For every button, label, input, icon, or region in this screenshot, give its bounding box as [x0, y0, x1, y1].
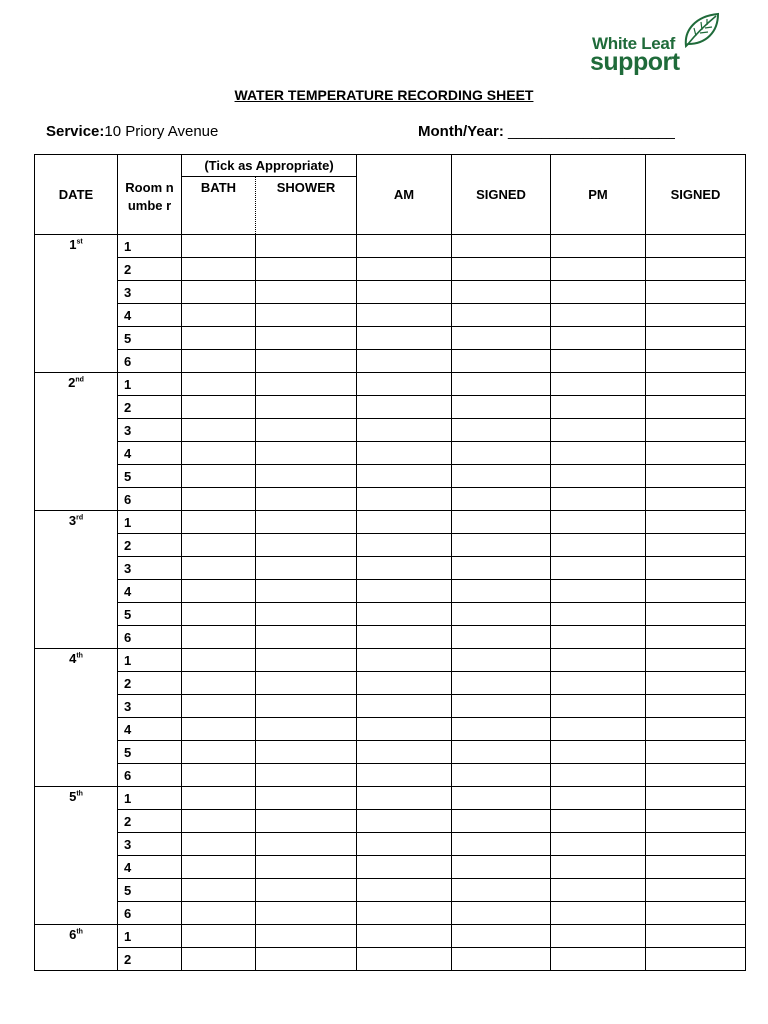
signed-am-cell[interactable]	[452, 603, 551, 626]
signed-pm-cell[interactable]	[646, 649, 746, 672]
pm-cell[interactable]	[551, 695, 646, 718]
signed-am-cell[interactable]	[452, 419, 551, 442]
bath-cell[interactable]	[182, 695, 256, 718]
pm-cell[interactable]	[551, 281, 646, 304]
date-day: 3	[68, 513, 77, 528]
pm-cell[interactable]	[551, 856, 646, 879]
bath-cell[interactable]	[182, 810, 256, 833]
room-number: 1	[118, 373, 182, 396]
shower-cell[interactable]	[256, 281, 357, 304]
room-number: 6	[118, 350, 182, 373]
table-row	[35, 925, 746, 948]
table-row	[35, 948, 746, 971]
room-number: 2	[118, 810, 182, 833]
date-suffix: st	[76, 238, 83, 246]
room-number: 1	[118, 649, 182, 672]
header-bath: BATH	[182, 177, 256, 235]
am-cell[interactable]	[357, 649, 452, 672]
shower-cell[interactable]	[256, 810, 357, 833]
signed-am-cell[interactable]	[452, 695, 551, 718]
signed-am-cell[interactable]	[452, 856, 551, 879]
signed-pm-cell[interactable]	[646, 235, 746, 258]
am-cell[interactable]	[357, 373, 452, 396]
table-row	[35, 603, 746, 626]
table-row	[35, 672, 746, 695]
am-cell[interactable]	[357, 879, 452, 902]
shower-cell[interactable]	[256, 626, 357, 649]
signed-pm-cell[interactable]	[646, 764, 746, 787]
table-row	[35, 373, 746, 396]
shower-cell[interactable]	[256, 672, 357, 695]
pm-cell[interactable]	[551, 488, 646, 511]
shower-cell[interactable]	[256, 465, 357, 488]
date-suffix: th	[76, 790, 83, 798]
signed-am-cell[interactable]	[452, 235, 551, 258]
shower-cell[interactable]	[256, 442, 357, 465]
shower-cell[interactable]	[256, 902, 357, 925]
pm-cell[interactable]	[551, 534, 646, 557]
signed-pm-cell[interactable]	[646, 281, 746, 304]
shower-cell[interactable]	[256, 235, 357, 258]
service-label: Service:	[46, 123, 105, 140]
signed-pm-cell[interactable]	[646, 856, 746, 879]
shower-cell[interactable]	[256, 511, 357, 534]
am-cell[interactable]	[357, 718, 452, 741]
bath-cell[interactable]	[182, 304, 256, 327]
signed-am-cell[interactable]	[452, 258, 551, 281]
pm-cell[interactable]	[551, 511, 646, 534]
room-number: 4	[118, 442, 182, 465]
room-number: 4	[118, 580, 182, 603]
signed-am-cell[interactable]	[452, 879, 551, 902]
date-cell	[35, 649, 118, 787]
signed-pm-cell[interactable]	[646, 327, 746, 350]
pm-cell[interactable]	[551, 672, 646, 695]
signed-am-cell[interactable]	[452, 810, 551, 833]
am-cell[interactable]	[357, 902, 452, 925]
table-row	[35, 304, 746, 327]
room-number: 6	[118, 488, 182, 511]
table-row	[35, 718, 746, 741]
room-number: 1	[118, 787, 182, 810]
signed-am-cell[interactable]	[452, 672, 551, 695]
bath-cell[interactable]	[182, 718, 256, 741]
signed-pm-cell[interactable]	[646, 442, 746, 465]
pm-cell[interactable]	[551, 235, 646, 258]
am-cell[interactable]	[357, 603, 452, 626]
bath-cell[interactable]	[182, 925, 256, 948]
table-row	[35, 810, 746, 833]
date-day: 5	[69, 789, 77, 804]
signed-pm-cell[interactable]	[646, 672, 746, 695]
table-row	[35, 741, 746, 764]
table-row	[35, 695, 746, 718]
table-row	[35, 235, 746, 258]
bath-cell[interactable]	[182, 534, 256, 557]
recording-table	[34, 154, 746, 971]
am-cell[interactable]	[357, 419, 452, 442]
bath-cell[interactable]	[182, 833, 256, 856]
signed-pm-cell[interactable]	[646, 465, 746, 488]
logo-line-2: support	[590, 48, 680, 76]
am-cell[interactable]	[357, 672, 452, 695]
pm-cell[interactable]	[551, 764, 646, 787]
pm-cell[interactable]	[551, 902, 646, 925]
bath-cell[interactable]	[182, 764, 256, 787]
table-row	[35, 281, 746, 304]
bath-cell[interactable]	[182, 488, 256, 511]
bath-cell[interactable]	[182, 902, 256, 925]
signed-am-cell[interactable]	[452, 741, 551, 764]
date-cell	[35, 787, 118, 925]
signed-am-cell[interactable]	[452, 327, 551, 350]
signed-pm-cell[interactable]	[646, 488, 746, 511]
signed-pm-cell[interactable]	[646, 879, 746, 902]
signed-am-cell[interactable]	[452, 304, 551, 327]
header-signed-am: SIGNED	[452, 155, 551, 235]
date-day: 6	[69, 927, 77, 942]
bath-cell[interactable]	[182, 741, 256, 764]
shower-cell[interactable]	[256, 419, 357, 442]
bath-cell[interactable]	[182, 258, 256, 281]
signed-pm-cell[interactable]	[646, 603, 746, 626]
table-row	[35, 902, 746, 925]
am-cell[interactable]	[357, 396, 452, 419]
bath-cell[interactable]	[182, 948, 256, 971]
table-row	[35, 511, 746, 534]
signed-am-cell[interactable]	[452, 718, 551, 741]
signed-am-cell[interactable]	[452, 580, 551, 603]
shower-cell[interactable]	[256, 557, 357, 580]
date-suffix: nd	[75, 376, 84, 384]
room-number: 5	[118, 603, 182, 626]
bath-cell[interactable]	[182, 327, 256, 350]
signed-pm-cell[interactable]	[646, 534, 746, 557]
shower-cell[interactable]	[256, 925, 357, 948]
bath-cell[interactable]	[182, 879, 256, 902]
room-number: 4	[118, 856, 182, 879]
signed-pm-cell[interactable]	[646, 258, 746, 281]
signed-am-cell[interactable]	[452, 442, 551, 465]
signed-pm-cell[interactable]	[646, 350, 746, 373]
am-cell[interactable]	[357, 304, 452, 327]
room-number: 5	[118, 879, 182, 902]
service-line	[46, 123, 218, 140]
header-tick-note: (Tick as Appropriate)	[182, 155, 357, 177]
signed-am-cell[interactable]	[452, 764, 551, 787]
am-cell[interactable]	[357, 695, 452, 718]
pm-cell[interactable]	[551, 833, 646, 856]
am-cell[interactable]	[357, 350, 452, 373]
table-row	[35, 626, 746, 649]
signed-am-cell[interactable]	[452, 787, 551, 810]
am-cell[interactable]	[357, 741, 452, 764]
shower-cell[interactable]	[256, 327, 357, 350]
pm-cell[interactable]	[551, 649, 646, 672]
signed-am-cell[interactable]	[452, 626, 551, 649]
signed-pm-cell[interactable]	[646, 396, 746, 419]
bath-cell[interactable]	[182, 580, 256, 603]
room-number: 5	[118, 741, 182, 764]
table-row	[35, 327, 746, 350]
pm-cell[interactable]	[551, 948, 646, 971]
signed-am-cell[interactable]	[452, 948, 551, 971]
leaf-icon	[680, 12, 722, 48]
header-date: DATE	[35, 155, 118, 235]
date-suffix: th	[76, 928, 83, 936]
room-number: 4	[118, 718, 182, 741]
am-cell[interactable]	[357, 580, 452, 603]
am-cell[interactable]	[357, 925, 452, 948]
month-year-line	[418, 123, 675, 140]
shower-cell[interactable]	[256, 373, 357, 396]
bath-cell[interactable]	[182, 350, 256, 373]
room-number: 1	[118, 511, 182, 534]
am-cell[interactable]	[357, 787, 452, 810]
table-row	[35, 580, 746, 603]
date-cell	[35, 925, 118, 971]
header-pm: PM	[551, 155, 646, 235]
header-room-spacer	[118, 155, 182, 177]
bath-cell[interactable]	[182, 557, 256, 580]
shower-cell[interactable]	[256, 879, 357, 902]
shower-cell[interactable]	[256, 350, 357, 373]
am-cell[interactable]	[357, 258, 452, 281]
am-cell[interactable]	[357, 810, 452, 833]
am-cell[interactable]	[357, 511, 452, 534]
date-cell	[35, 373, 118, 511]
bath-cell[interactable]	[182, 281, 256, 304]
table-row	[35, 534, 746, 557]
month-year-field[interactable]: ____________________	[508, 123, 675, 140]
am-cell[interactable]	[357, 833, 452, 856]
table-row	[35, 833, 746, 856]
shower-cell[interactable]	[256, 534, 357, 557]
signed-am-cell[interactable]	[452, 465, 551, 488]
logo-line-1: White Leaf	[592, 34, 675, 53]
white-leaf-support-logo	[590, 12, 730, 76]
room-number: 6	[118, 902, 182, 925]
signed-am-cell[interactable]	[452, 925, 551, 948]
date-cell	[35, 511, 118, 649]
am-cell[interactable]	[357, 948, 452, 971]
table-row	[35, 879, 746, 902]
am-cell[interactable]	[357, 557, 452, 580]
bath-cell[interactable]	[182, 603, 256, 626]
signed-pm-cell[interactable]	[646, 419, 746, 442]
pm-cell[interactable]	[551, 442, 646, 465]
pm-cell[interactable]	[551, 787, 646, 810]
am-cell[interactable]	[357, 442, 452, 465]
pm-cell[interactable]	[551, 626, 646, 649]
am-cell[interactable]	[357, 465, 452, 488]
shower-cell[interactable]	[256, 833, 357, 856]
signed-pm-cell[interactable]	[646, 787, 746, 810]
signed-am-cell[interactable]	[452, 350, 551, 373]
shower-cell[interactable]	[256, 649, 357, 672]
pm-cell[interactable]	[551, 373, 646, 396]
pm-cell[interactable]	[551, 580, 646, 603]
room-number: 2	[118, 396, 182, 419]
signed-pm-cell[interactable]	[646, 902, 746, 925]
shower-cell[interactable]	[256, 764, 357, 787]
bath-cell[interactable]	[182, 649, 256, 672]
signed-pm-cell[interactable]	[646, 925, 746, 948]
room-number: 6	[118, 764, 182, 787]
room-number: 3	[118, 695, 182, 718]
header-am: AM	[357, 155, 452, 235]
bath-cell[interactable]	[182, 856, 256, 879]
am-cell[interactable]	[357, 488, 452, 511]
room-number: 1	[118, 925, 182, 948]
shower-cell[interactable]	[256, 787, 357, 810]
room-number: 3	[118, 419, 182, 442]
bath-cell[interactable]	[182, 373, 256, 396]
signed-am-cell[interactable]	[452, 833, 551, 856]
room-number: 6	[118, 626, 182, 649]
bath-cell[interactable]	[182, 672, 256, 695]
shower-cell[interactable]	[256, 580, 357, 603]
table-row	[35, 488, 746, 511]
pm-cell[interactable]	[551, 350, 646, 373]
room-number: 4	[118, 304, 182, 327]
room-number: 1	[118, 235, 182, 258]
room-number: 3	[118, 557, 182, 580]
table-row	[35, 649, 746, 672]
room-number: 3	[118, 281, 182, 304]
bath-cell[interactable]	[182, 787, 256, 810]
room-number: 2	[118, 534, 182, 557]
date-day: 4	[69, 651, 77, 666]
signed-pm-cell[interactable]	[646, 511, 746, 534]
room-number: 2	[118, 948, 182, 971]
signed-pm-cell[interactable]	[646, 810, 746, 833]
room-number: 3	[118, 833, 182, 856]
shower-cell[interactable]	[256, 603, 357, 626]
date-day: 1	[69, 237, 77, 252]
signed-am-cell[interactable]	[452, 534, 551, 557]
pm-cell[interactable]	[551, 879, 646, 902]
pm-cell[interactable]	[551, 741, 646, 764]
pm-cell[interactable]	[551, 419, 646, 442]
am-cell[interactable]	[357, 327, 452, 350]
shower-cell[interactable]	[256, 258, 357, 281]
table-row	[35, 557, 746, 580]
header-room-number-text: Room numbe r	[125, 179, 174, 213]
signed-am-cell[interactable]	[452, 396, 551, 419]
header-room-number	[118, 177, 182, 235]
signed-am-cell[interactable]	[452, 649, 551, 672]
signed-pm-cell[interactable]	[646, 373, 746, 396]
table-row	[35, 419, 746, 442]
table-row	[35, 787, 746, 810]
signed-pm-cell[interactable]	[646, 948, 746, 971]
am-cell[interactable]	[357, 856, 452, 879]
pm-cell[interactable]	[551, 304, 646, 327]
shower-cell[interactable]	[256, 948, 357, 971]
table-row	[35, 442, 746, 465]
signed-pm-cell[interactable]	[646, 557, 746, 580]
table-row	[35, 350, 746, 373]
signed-am-cell[interactable]	[452, 373, 551, 396]
bath-cell[interactable]	[182, 235, 256, 258]
month-year-label: Month/Year:	[418, 123, 504, 140]
shower-cell[interactable]	[256, 856, 357, 879]
pm-cell[interactable]	[551, 925, 646, 948]
shower-cell[interactable]	[256, 718, 357, 741]
date-suffix: rd	[76, 514, 84, 522]
sheet-title: WATER TEMPERATURE RECORDING SHEET	[234, 87, 534, 103]
pm-cell[interactable]	[551, 603, 646, 626]
shower-cell[interactable]	[256, 741, 357, 764]
pm-cell[interactable]	[551, 465, 646, 488]
pm-cell[interactable]	[551, 258, 646, 281]
shower-cell[interactable]	[256, 304, 357, 327]
signed-pm-cell[interactable]	[646, 695, 746, 718]
shower-cell[interactable]	[256, 488, 357, 511]
bath-cell[interactable]	[182, 396, 256, 419]
table-row	[35, 856, 746, 879]
table-row	[35, 764, 746, 787]
date-day: 2	[68, 375, 76, 390]
date-cell	[35, 235, 118, 373]
room-number: 5	[118, 327, 182, 350]
signed-am-cell[interactable]	[452, 488, 551, 511]
signed-am-cell[interactable]	[452, 557, 551, 580]
pm-cell[interactable]	[551, 718, 646, 741]
signed-pm-cell[interactable]	[646, 626, 746, 649]
am-cell[interactable]	[357, 764, 452, 787]
pm-cell[interactable]	[551, 557, 646, 580]
signed-am-cell[interactable]	[452, 902, 551, 925]
header-shower: SHOWER	[256, 177, 357, 235]
am-cell[interactable]	[357, 626, 452, 649]
am-cell[interactable]	[357, 281, 452, 304]
shower-cell[interactable]	[256, 695, 357, 718]
header-signed-pm: SIGNED	[646, 155, 746, 235]
bath-cell[interactable]	[182, 626, 256, 649]
bath-cell[interactable]	[182, 442, 256, 465]
date-suffix: th	[76, 652, 83, 660]
signed-pm-cell[interactable]	[646, 718, 746, 741]
table-row	[35, 258, 746, 281]
table-row	[35, 465, 746, 488]
am-cell[interactable]	[357, 534, 452, 557]
service-value[interactable]: 10 Priory Avenue	[104, 123, 219, 140]
signed-am-cell[interactable]	[452, 281, 551, 304]
pm-cell[interactable]	[551, 396, 646, 419]
bath-cell[interactable]	[182, 465, 256, 488]
signed-am-cell[interactable]	[452, 511, 551, 534]
pm-cell[interactable]	[551, 810, 646, 833]
signed-pm-cell[interactable]	[646, 741, 746, 764]
table-row	[35, 396, 746, 419]
room-number: 5	[118, 465, 182, 488]
shower-cell[interactable]	[256, 396, 357, 419]
signed-pm-cell[interactable]	[646, 580, 746, 603]
signed-pm-cell[interactable]	[646, 833, 746, 856]
room-number: 2	[118, 672, 182, 695]
bath-cell[interactable]	[182, 419, 256, 442]
am-cell[interactable]	[357, 235, 452, 258]
pm-cell[interactable]	[551, 327, 646, 350]
signed-pm-cell[interactable]	[646, 304, 746, 327]
room-number: 2	[118, 258, 182, 281]
bath-cell[interactable]	[182, 511, 256, 534]
